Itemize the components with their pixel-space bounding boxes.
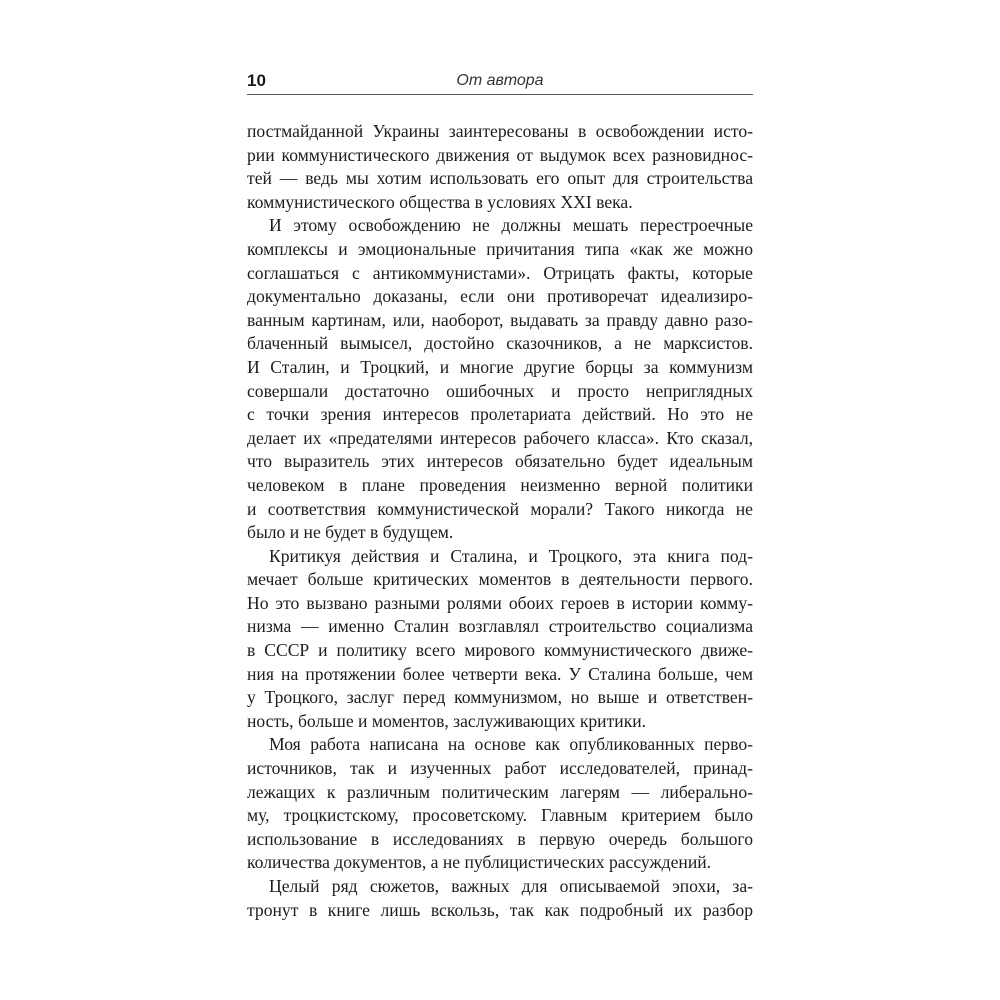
text-line: с точки зрения интересов пролетариата действий. Но это не: [247, 404, 753, 425]
text-line: рии коммунистического движения от выдумок всех разновиднос-: [247, 144, 753, 165]
text-line: что выразитель этих интересов обязательно будет идеальным: [247, 451, 753, 472]
text-line: и соответствия коммунистической морали? Такого никогда не: [247, 498, 753, 519]
text-line: количества документов, а не публицистических рассуждений.: [247, 852, 712, 873]
text-line: делает их «предателями интересов рабочего класса». Кто сказал,: [247, 427, 753, 448]
paragraph: [247, 733, 753, 875]
paragraph: [247, 214, 753, 544]
text-line: И этому освобождению не должны мешать перестроечные: [269, 215, 753, 236]
page-header: [247, 68, 753, 94]
text-line: в СССР и политику всего мирового коммунистического движе-: [247, 640, 753, 661]
text-line: И Сталин, и Троцкий, и многие другие борцы за коммунизм: [247, 356, 753, 377]
paragraph: [247, 875, 753, 922]
text-line: ванным картинам, или, наоборот, выдавать за правду давно разо-: [247, 309, 753, 330]
text-line: источников, так и изученных работ исследователей, принад-: [247, 758, 753, 779]
text-line: Но это вызвано разными ролями обоих героев в истории комму-: [247, 592, 753, 613]
text-line: лежащих к различным политическим лагерям — либерально-: [247, 781, 753, 802]
text-line: документально доказаны, если они противоречат идеализиро-: [247, 286, 753, 307]
text-line: низма — именно Сталин возглавлял строительство социализма: [247, 616, 753, 637]
text-line: Моя работа написана на основе как опубликованных перво-: [269, 734, 753, 755]
text-line: постмайданной Украины заинтересованы в освобождении исто-: [247, 121, 753, 141]
page-number: 10: [247, 71, 266, 90]
text-line: использование в исследованиях в первую очередь большого: [247, 828, 753, 849]
paragraph: [247, 120, 753, 214]
text-line: было и не будет в будущем.: [247, 522, 454, 543]
running-title: От автора: [456, 72, 544, 89]
text-line: совершали достаточно ошибочных и просто неприглядных: [247, 380, 753, 401]
paragraph: [247, 545, 753, 734]
body-text: [247, 120, 753, 922]
text-line: у Троцкого, заслуг перед коммунизмом, но выше и ответствен-: [247, 687, 753, 708]
text-line: ния на протяжении более четверти века. У Сталина больше, чем: [247, 663, 753, 684]
text-line: Целый ряд сюжетов, важных для описываемой эпохи, за-: [269, 876, 753, 896]
text-line: ность, больше и моментов, заслуживающих критики.: [247, 710, 647, 731]
text-line: блаченный вымысел, достойно сказочников, а не марксистов.: [247, 333, 753, 354]
text-line: коммунистического общества в условиях XXI века.: [247, 191, 633, 212]
text-line: человеком в плане проведения неизменно верной политики: [247, 474, 753, 495]
header-divider: [247, 94, 753, 95]
text-line: тей — ведь мы хотим использовать его опыт для строительства: [247, 168, 753, 189]
text-line: мечает больше критических моментов в деятельности первого.: [247, 569, 753, 590]
text-line: тронут в книге лишь вскользь, так как подробный их разбор: [247, 899, 753, 920]
text-line: комплексы и эмоциональные причитания типа «как же можно: [247, 238, 753, 259]
text-line: му, троцкистскому, просоветскому. Главным критерием было: [247, 805, 753, 826]
text-line: соглашаться с антикоммунистами». Отрицать факты, которые: [247, 262, 753, 283]
text-line: Критикуя действия и Сталина, и Троцкого, эта книга под-: [269, 545, 753, 566]
